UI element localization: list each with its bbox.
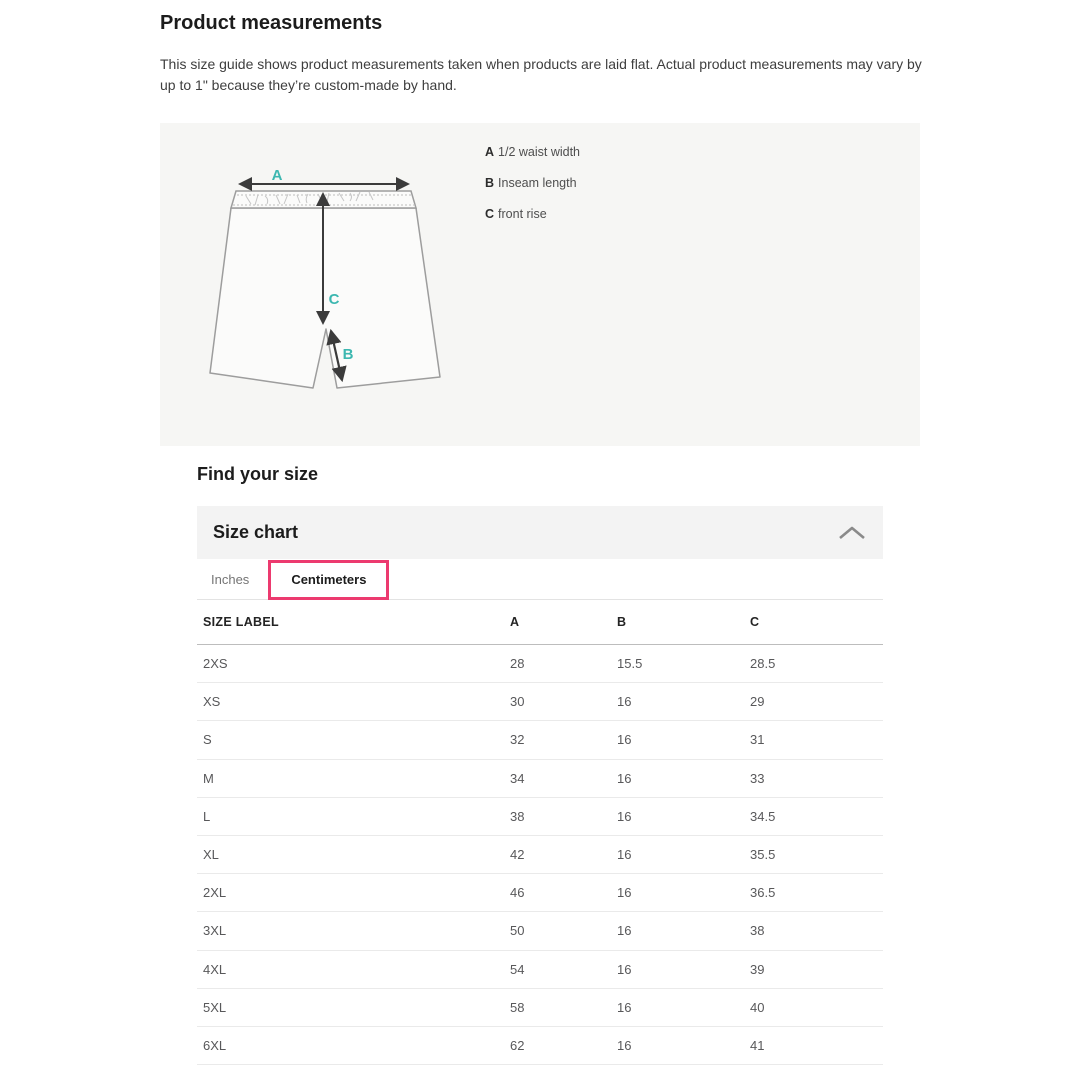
size-label-cell: 5XL	[203, 999, 227, 1015]
column-header-b: B	[617, 615, 627, 629]
measurement-value-cell: 31	[750, 732, 765, 748]
measurement-value-cell: 30	[510, 694, 525, 710]
legend-text: Inseam length	[498, 176, 577, 190]
legend-letter: B	[485, 176, 495, 190]
size-chart-title: Size chart	[213, 522, 299, 542]
unit-tabs	[197, 559, 883, 600]
size-label-cell: 2XL	[203, 885, 227, 901]
measurement-value-cell: 62	[510, 1037, 525, 1053]
measurement-value-cell: 16	[617, 923, 632, 939]
measurement-diagram-panel	[160, 123, 920, 446]
legend-letter: A	[485, 145, 495, 159]
measurement-value-cell: 36.5	[750, 885, 776, 901]
size-label-cell: 6XL	[203, 1037, 227, 1053]
legend-item-a	[485, 145, 580, 159]
size-label-cell: L	[203, 808, 211, 824]
diagram-label-b: B	[342, 346, 354, 363]
measurement-value-cell: 35.5	[750, 847, 776, 863]
page-description: This size guide shows product measurements taken when products are laid flat. Actual product measurements may vary by up to 1" because they’re custom-made by hand.	[160, 56, 922, 93]
table-row	[197, 683, 883, 721]
legend-item-b	[485, 176, 580, 190]
measurement-value-cell: 16	[617, 961, 632, 977]
size-table-body	[197, 645, 883, 1065]
column-header-c: C	[750, 615, 760, 629]
measurement-value-cell: 33	[750, 770, 765, 786]
column-header-size-label: SIZE LABEL	[203, 615, 279, 629]
tab-centimeters[interactable]: Centimeters	[268, 560, 389, 600]
table-row	[197, 798, 883, 836]
page-title: Product measurements	[160, 12, 383, 34]
tab-inches[interactable]: Inches	[201, 559, 259, 599]
measurement-value-cell: 16	[617, 694, 632, 710]
size-label-cell: XS	[203, 694, 221, 710]
measurement-value-cell: 28	[510, 656, 525, 672]
measurement-value-cell: 42	[510, 847, 525, 863]
find-your-size-heading: Find your size	[197, 464, 319, 484]
table-row	[197, 836, 883, 874]
legend-letter: C	[485, 207, 495, 221]
chevron-up-icon[interactable]	[835, 522, 869, 544]
measurement-value-cell: 16	[617, 847, 632, 863]
table-row	[197, 645, 883, 683]
measurement-value-cell: 16	[617, 808, 632, 824]
measurement-value-cell: 40	[750, 999, 765, 1015]
size-table	[197, 600, 883, 1065]
measurement-value-cell: 16	[617, 732, 632, 748]
table-row	[197, 912, 883, 950]
measurement-value-cell: 16	[617, 885, 632, 901]
size-chart-collapse-header[interactable]	[197, 506, 883, 559]
shorts-diagram	[200, 165, 460, 395]
measurement-legend	[485, 145, 580, 238]
measurement-value-cell: 50	[510, 923, 525, 939]
diagram-label-a: A	[271, 167, 283, 184]
measurement-value-cell: 39	[750, 961, 765, 977]
table-row	[197, 721, 883, 759]
size-table-header-row	[197, 600, 883, 645]
table-row	[197, 1027, 883, 1065]
table-row	[197, 951, 883, 989]
size-label-cell: S	[203, 732, 212, 748]
table-row	[197, 760, 883, 798]
size-label-cell: 2XS	[203, 656, 228, 672]
size-label-cell: XL	[203, 847, 219, 863]
measurement-value-cell: 15.5	[617, 656, 643, 672]
table-row	[197, 989, 883, 1027]
legend-text: 1/2 waist width	[498, 145, 581, 159]
measurement-value-cell: 16	[617, 770, 632, 786]
legend-item-c	[485, 207, 580, 221]
measurement-value-cell: 16	[617, 999, 632, 1015]
table-row	[197, 874, 883, 912]
column-header-a: A	[510, 615, 520, 629]
size-label-cell: 3XL	[203, 923, 227, 939]
measurement-value-cell: 34	[510, 770, 525, 786]
legend-text: front rise	[498, 207, 547, 221]
measurement-value-cell: 38	[510, 808, 525, 824]
measurement-value-cell: 58	[510, 999, 525, 1015]
measurement-value-cell: 38	[750, 923, 765, 939]
size-label-cell: 4XL	[203, 961, 227, 977]
measurement-value-cell: 29	[750, 694, 765, 710]
measurement-value-cell: 54	[510, 961, 525, 977]
size-guide-page	[0, 12, 1080, 1065]
measurement-value-cell: 41	[750, 1037, 765, 1053]
measurement-value-cell: 32	[510, 732, 525, 748]
measurement-value-cell: 46	[510, 885, 525, 901]
diagram-label-c: C	[328, 291, 340, 308]
measurement-value-cell: 16	[617, 1037, 632, 1053]
measurement-value-cell: 28.5	[750, 656, 776, 672]
measurement-value-cell: 34.5	[750, 808, 776, 824]
size-label-cell: M	[203, 770, 214, 786]
shorts-body-outline	[210, 208, 440, 388]
